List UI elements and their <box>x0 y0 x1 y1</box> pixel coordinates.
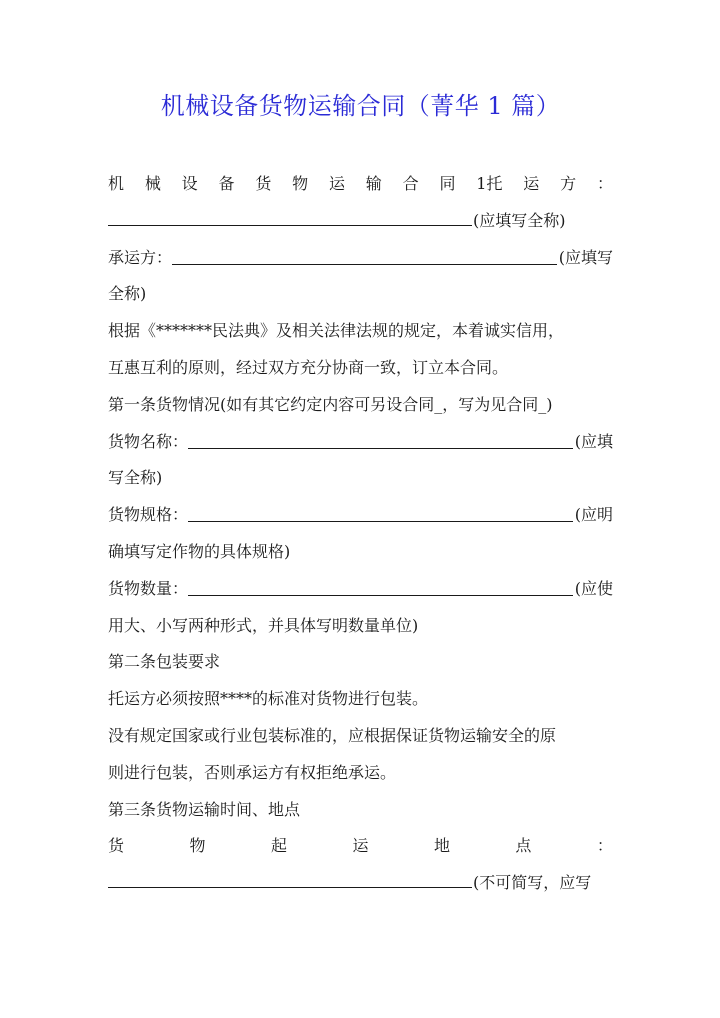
goods-spec-underline <box>188 497 573 522</box>
line-article-3: 第三条货物运输时间、地点 <box>108 799 301 819</box>
goods-spec-note: (应明 <box>574 505 613 525</box>
line-basis: 根据《*******民法典》及相关法律法规的规定，本着诚实信用， <box>108 321 565 341</box>
line-packaging-fallback-cont: 则进行包装，否则承运方有权拒绝承运。 <box>108 762 397 782</box>
line-goods-qty-note-cont: 用大、小写两种形式，并具体写明数量单位) <box>108 615 419 635</box>
shipper-blank-underline <box>108 203 472 226</box>
carrier-blank-underline <box>172 240 557 265</box>
line-origin <box>108 828 613 865</box>
line-packaging-fallback: 没有规定国家或行业包装标准的，应根据保证货物运输安全的原 <box>108 725 557 745</box>
intro-char: 机 <box>108 174 125 193</box>
line-shipper-blank <box>108 203 613 240</box>
intro-char: 货 <box>255 174 272 193</box>
intro-char: 设 <box>181 174 198 193</box>
goods-name-underline <box>188 424 573 449</box>
line-goods-spec-note-cont: 确填写定作物的具体规格) <box>108 541 291 561</box>
line-contract-intro <box>108 166 613 203</box>
shipper-blank-note: (应填写全称) <box>473 210 566 230</box>
intro-char: ： <box>596 174 613 193</box>
goods-qty-underline <box>188 571 573 596</box>
intro-char: 输 <box>365 174 382 193</box>
origin-char: 起 <box>270 836 287 856</box>
line-article-2: 第二条包装要求 <box>108 652 221 672</box>
line-carrier <box>108 240 613 277</box>
line-goods-name-note-cont: 写全称) <box>108 468 163 488</box>
intro-char: 合 <box>402 174 419 193</box>
line-principle: 互惠互利的原则，经过双方充分协商一致，订立本合同。 <box>108 357 509 377</box>
intro-char: 运 <box>328 174 345 193</box>
origin-char: ： <box>596 836 613 856</box>
line-article-1: 第一条货物情况(如有其它约定内容可另设合同_，写为见合同_) <box>108 394 553 414</box>
carrier-label: 承运方： <box>108 247 173 267</box>
line-packaging-standard: 托运方必须按照****的标准对货物进行包装。 <box>108 689 429 709</box>
goods-spec-label: 货物规格： <box>108 505 189 525</box>
goods-name-note: (应填 <box>574 431 613 451</box>
intro-char: 备 <box>218 174 235 193</box>
origin-char: 物 <box>189 836 206 856</box>
origin-blank-note: (不可简写，应写 <box>473 873 592 893</box>
origin-char: 点 <box>515 836 532 856</box>
intro-char: 方 <box>560 174 577 193</box>
intro-char: 械 <box>144 174 161 193</box>
goods-qty-note: (应使 <box>574 578 613 598</box>
line-goods-qty <box>108 571 613 608</box>
document-title: 机械设备货物运输合同（菁华 1 篇） <box>160 92 561 120</box>
document-body <box>108 166 613 902</box>
goods-qty-label: 货物数量： <box>108 578 189 598</box>
line-goods-spec <box>108 497 613 534</box>
origin-blank-underline <box>108 865 472 888</box>
origin-char: 地 <box>433 836 450 856</box>
origin-char: 运 <box>352 836 369 856</box>
goods-name-label: 货物名称： <box>108 431 189 451</box>
intro-char: 1托 <box>476 174 503 193</box>
origin-char: 货 <box>108 836 125 856</box>
line-origin-blank <box>108 865 613 902</box>
intro-char: 物 <box>292 174 309 193</box>
carrier-blank-note: (应填写 <box>558 247 613 267</box>
line-goods-name <box>108 424 613 461</box>
line-carrier-note-cont: 全称) <box>108 284 147 304</box>
intro-char: 运 <box>523 174 540 193</box>
intro-char: 同 <box>439 174 456 193</box>
